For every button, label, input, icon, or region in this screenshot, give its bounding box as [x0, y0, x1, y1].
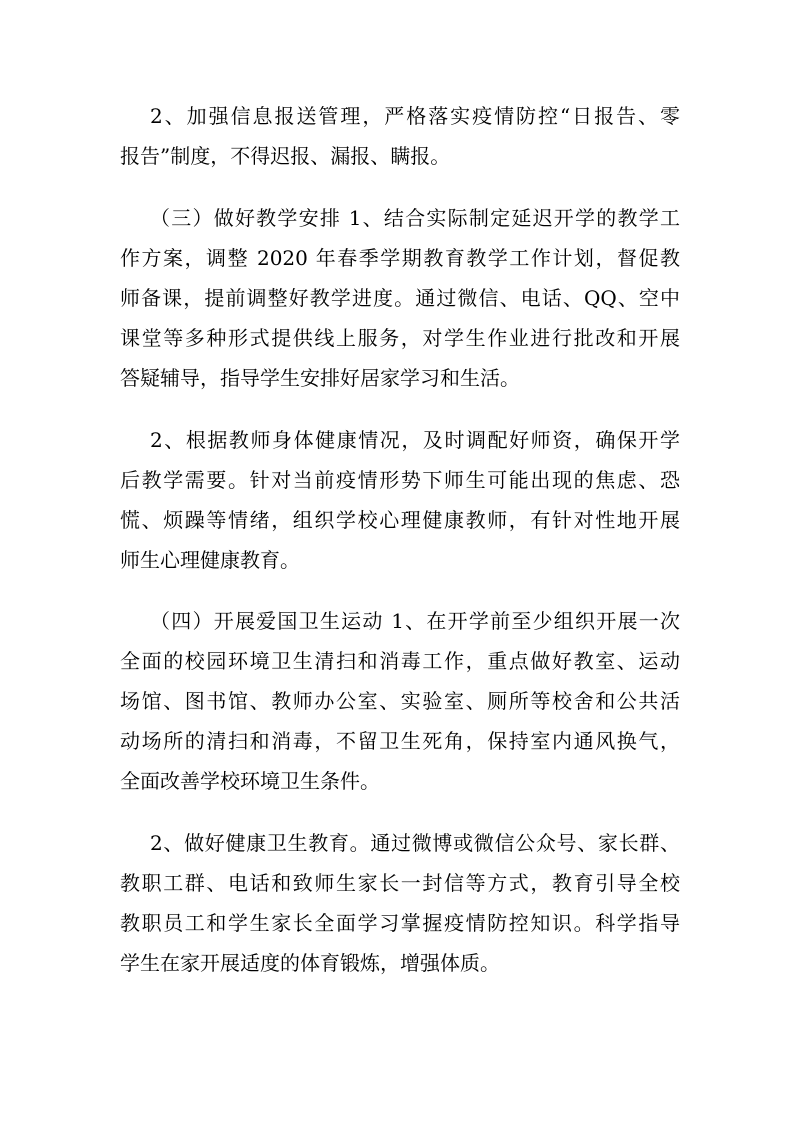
text-line: 2、根据教师身体健康情况，及时调配好师资，确保开学 — [150, 428, 680, 452]
text-line: 2、做好健康卫生教育。通过微博或微信公众号、家长群、 — [150, 831, 680, 855]
paragraph-health-education — [120, 828, 680, 978]
text-line: 后教学需要。针对当前疫情形势下师生可能出现的焦虑、恐 — [120, 468, 680, 492]
text-line: 师生心理健康教育。 — [120, 548, 300, 572]
text-line: （三）做好教学安排 1、结合实际制定延迟开学的教学工 — [150, 206, 680, 230]
text-line: 慌、烦躁等情绪，组织学校心理健康教师，有针对性地开展 — [120, 508, 680, 532]
text-line: 动场所的清扫和消毒，不留卫生死角，保持室内通风换气， — [120, 729, 680, 753]
text-line: 全面改善学校环境卫生条件。 — [120, 769, 380, 793]
text-line: 师备课，提前调整好教学进度。通过微信、电话、QQ、空中 — [120, 286, 680, 310]
text-line: 教职员工和学生家长全面学习掌握疫情防控知识。科学指导 — [120, 911, 680, 935]
text-line: 2、加强信息报送管理，严格落实疫情防控“日报告、零 — [150, 104, 680, 128]
text-line: 全面的校园环境卫生清扫和消毒工作，重点做好教室、运动 — [120, 649, 680, 673]
text-line: 答疑辅导，指导学生安排好居家学习和生活。 — [120, 366, 520, 390]
paragraph-sanitation-campaign — [120, 606, 680, 796]
text-line: 作方案，调整 2020 年春季学期教育教学工作计划，督促教 — [120, 246, 680, 270]
text-line: 课堂等多种形式提供线上服务，对学生作业进行批改和开展 — [120, 326, 680, 350]
text-line: 报告”制度，不得迟报、漏报、瞒报。 — [120, 144, 451, 168]
text-line: （四）开展爱国卫生运动 1、在开学前至少组织开展一次 — [150, 609, 680, 633]
text-line: 教职工群、电话和致师生家长一封信等方式，教育引导全校 — [120, 871, 680, 895]
paragraph-teacher-allocation — [120, 425, 680, 575]
text-line: 学生在家开展适度的体育锻炼，增强体质。 — [120, 951, 500, 975]
paragraph-teaching-arrangement — [120, 203, 680, 393]
paragraph-info-reporting — [120, 101, 680, 171]
text-line: 场馆、图书馆、教师办公室、实验室、厕所等校舍和公共活 — [120, 689, 680, 713]
